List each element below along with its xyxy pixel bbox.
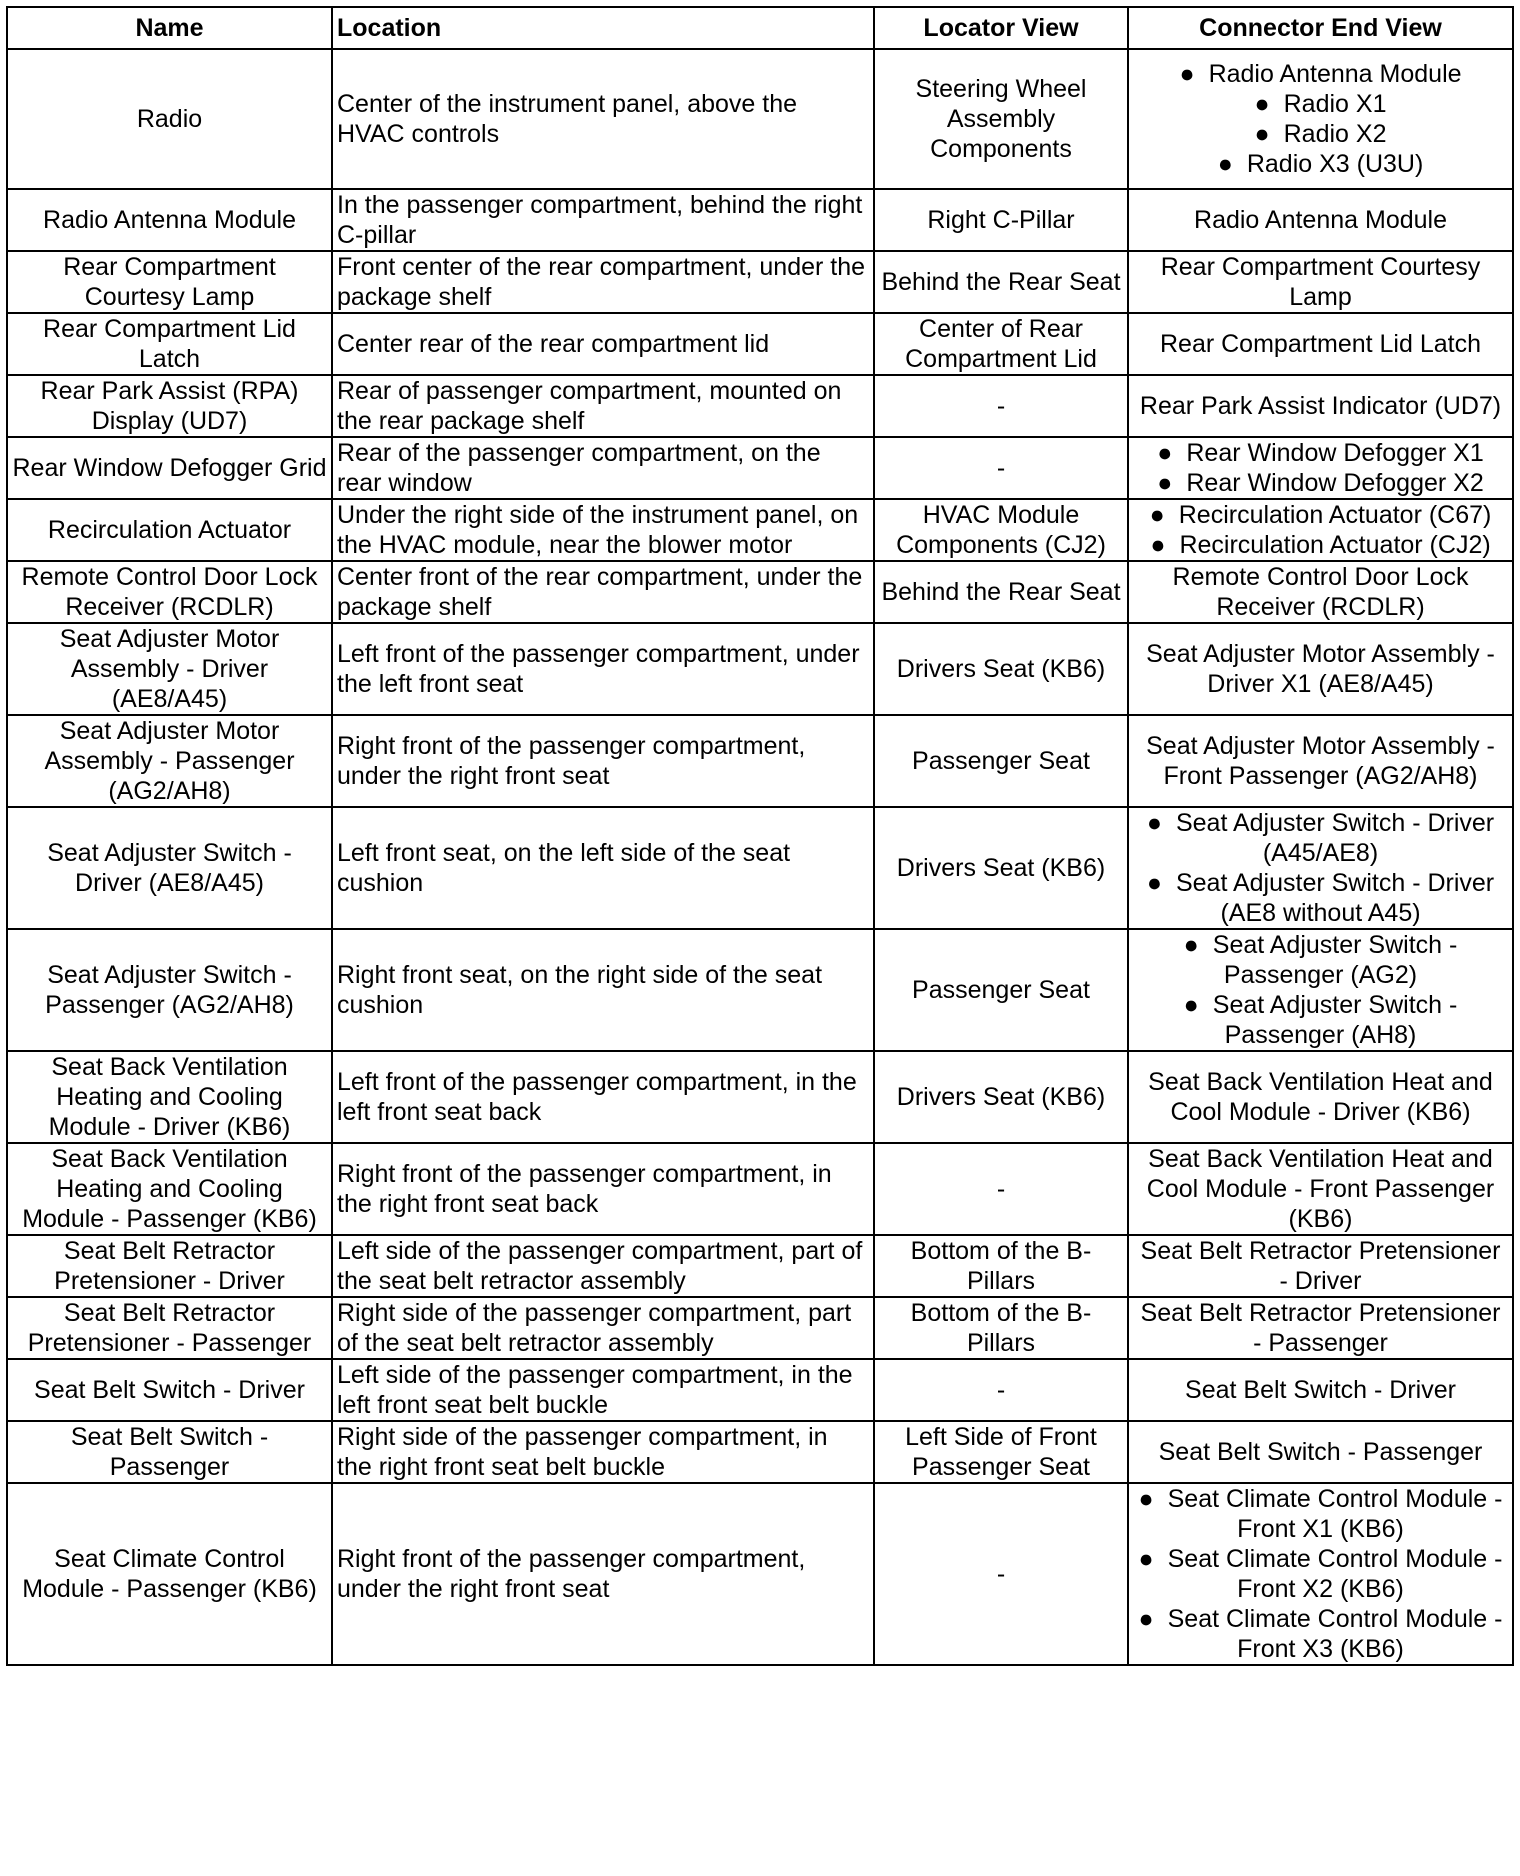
- cell-location: Center front of the rear compartment, under the package shelf: [332, 561, 874, 623]
- table-row: [7, 375, 1513, 437]
- table-row: [7, 929, 1513, 1051]
- cell-name: Radio: [7, 49, 332, 189]
- connector-label: Radio X3 (U3U): [1246, 150, 1424, 178]
- cell-name: Seat Belt Retractor Pretensioner - Passenger: [7, 1297, 332, 1359]
- cell-name: Rear Compartment Courtesy Lamp: [7, 251, 332, 313]
- connector-label: Seat Adjuster Switch - Driver (A45/AE8): [1175, 809, 1495, 867]
- cell-locator-view: Drivers Seat (KB6): [874, 623, 1128, 715]
- connector-label: Seat Climate Control Module - Front X2 (KB6): [1167, 1545, 1503, 1603]
- component-locator-table: [6, 6, 1514, 1666]
- cell-name: Seat Adjuster Switch - Driver (AE8/A45): [7, 807, 332, 929]
- list-item: [1133, 530, 1508, 560]
- list-item: [1133, 868, 1508, 928]
- header-location: Location: [332, 7, 874, 49]
- cell-locator-view: Bottom of the B-Pillars: [874, 1235, 1128, 1297]
- connector-label: Recirculation Actuator (C67): [1178, 501, 1492, 529]
- connector-label: Seat Climate Control Module - Front X3 (KB6): [1167, 1605, 1503, 1663]
- cell-connector-end-view: Radio Antenna Module: [1128, 189, 1513, 251]
- bullet-icon: ●: [1146, 809, 1162, 837]
- cell-location: In the passenger compartment, behind the right C-pillar: [332, 189, 874, 251]
- bullet-icon: ●: [1254, 90, 1270, 118]
- cell-connector-end-view: [1128, 1483, 1513, 1665]
- cell-locator-view: -: [874, 1483, 1128, 1665]
- list-item: [1133, 1544, 1508, 1604]
- cell-location: Left front of the passenger compartment, under the left front seat: [332, 623, 874, 715]
- connector-list: [1133, 438, 1508, 498]
- cell-connector-end-view: Seat Belt Retractor Pretensioner - Driver: [1128, 1235, 1513, 1297]
- header-connector-end-view: Connector End View: [1128, 7, 1513, 49]
- cell-connector-end-view: [1128, 437, 1513, 499]
- table-row: [7, 807, 1513, 929]
- table-row: [7, 437, 1513, 499]
- connector-label: Rear Window Defogger X1: [1186, 439, 1484, 467]
- bullet-icon: ●: [1183, 991, 1199, 1019]
- cell-connector-end-view: [1128, 49, 1513, 189]
- connector-list: [1133, 808, 1508, 928]
- cell-name: Seat Belt Switch - Passenger: [7, 1421, 332, 1483]
- bullet-icon: ●: [1179, 60, 1195, 88]
- cell-locator-view: Passenger Seat: [874, 929, 1128, 1051]
- cell-locator-view: Center of Rear Compartment Lid: [874, 313, 1128, 375]
- cell-location: Right side of the passenger compartment, part of the seat belt retractor assembly: [332, 1297, 874, 1359]
- cell-locator-view: -: [874, 437, 1128, 499]
- cell-connector-end-view: [1128, 929, 1513, 1051]
- cell-name: Recirculation Actuator: [7, 499, 332, 561]
- cell-connector-end-view: [1128, 807, 1513, 929]
- bullet-icon: ●: [1150, 531, 1166, 559]
- list-item: [1133, 149, 1508, 179]
- list-item: [1133, 89, 1508, 119]
- cell-locator-view: Steering Wheel Assembly Components: [874, 49, 1128, 189]
- cell-locator-view: Bottom of the B-Pillars: [874, 1297, 1128, 1359]
- cell-name: Seat Adjuster Switch - Passenger (AG2/AH8): [7, 929, 332, 1051]
- cell-name: Seat Adjuster Motor Assembly - Passenger (AG2/AH8): [7, 715, 332, 807]
- cell-locator-view: Behind the Rear Seat: [874, 251, 1128, 313]
- cell-name: Seat Back Ventilation Heating and Cooling Module - Passenger (KB6): [7, 1143, 332, 1235]
- table-row: [7, 189, 1513, 251]
- cell-locator-view: Right C-Pillar: [874, 189, 1128, 251]
- cell-locator-view: Drivers Seat (KB6): [874, 1051, 1128, 1143]
- cell-connector-end-view: Seat Belt Switch - Passenger: [1128, 1421, 1513, 1483]
- cell-locator-view: -: [874, 375, 1128, 437]
- cell-name: Rear Compartment Lid Latch: [7, 313, 332, 375]
- cell-name: Rear Park Assist (RPA) Display (UD7): [7, 375, 332, 437]
- cell-connector-end-view: Seat Back Ventilation Heat and Cool Module - Driver (KB6): [1128, 1051, 1513, 1143]
- table-row: [7, 623, 1513, 715]
- cell-location: Under the right side of the instrument panel, on the HVAC module, near the blower motor: [332, 499, 874, 561]
- cell-name: Seat Belt Retractor Pretensioner - Driver: [7, 1235, 332, 1297]
- table-row: [7, 1421, 1513, 1483]
- cell-location: Left front seat, on the left side of the seat cushion: [332, 807, 874, 929]
- connector-list: [1133, 1484, 1508, 1664]
- cell-locator-view: -: [874, 1359, 1128, 1421]
- table-row: [7, 251, 1513, 313]
- cell-name: Rear Window Defogger Grid: [7, 437, 332, 499]
- list-item: [1133, 990, 1508, 1050]
- connector-label: Seat Adjuster Switch - Driver (AE8 without A45): [1175, 869, 1495, 927]
- connector-list: [1133, 930, 1508, 1050]
- connector-label: Radio X2: [1283, 120, 1387, 148]
- table-row: [7, 1359, 1513, 1421]
- bullet-icon: ●: [1138, 1605, 1154, 1633]
- table-row: [7, 561, 1513, 623]
- table-row: [7, 1483, 1513, 1665]
- table-row: [7, 1051, 1513, 1143]
- table-row: [7, 49, 1513, 189]
- bullet-icon: ●: [1149, 501, 1165, 529]
- cell-connector-end-view: Seat Back Ventilation Heat and Cool Module - Front Passenger (KB6): [1128, 1143, 1513, 1235]
- cell-connector-end-view: Seat Adjuster Motor Assembly - Front Passenger (AG2/AH8): [1128, 715, 1513, 807]
- bullet-icon: ●: [1138, 1545, 1154, 1573]
- list-item: [1133, 59, 1508, 89]
- cell-locator-view: Left Side of Front Passenger Seat: [874, 1421, 1128, 1483]
- connector-label: Recirculation Actuator (CJ2): [1179, 531, 1491, 559]
- table-row: [7, 313, 1513, 375]
- cell-location: Right front seat, on the right side of the seat cushion: [332, 929, 874, 1051]
- cell-connector-end-view: Rear Compartment Courtesy Lamp: [1128, 251, 1513, 313]
- list-item: [1133, 930, 1508, 990]
- bullet-icon: ●: [1146, 869, 1162, 897]
- connector-label: Seat Adjuster Switch - Passenger (AG2): [1212, 931, 1458, 989]
- list-item: [1133, 808, 1508, 868]
- connector-label: Seat Adjuster Switch - Passenger (AH8): [1212, 991, 1458, 1049]
- list-item: [1133, 500, 1508, 530]
- cell-location: Left side of the passenger compartment, part of the seat belt retractor assembly: [332, 1235, 874, 1297]
- cell-locator-view: Passenger Seat: [874, 715, 1128, 807]
- cell-connector-end-view: [1128, 499, 1513, 561]
- cell-locator-view: -: [874, 1143, 1128, 1235]
- cell-connector-end-view: Remote Control Door Lock Receiver (RCDLR): [1128, 561, 1513, 623]
- cell-location: Left front of the passenger compartment, in the left front seat back: [332, 1051, 874, 1143]
- cell-locator-view: HVAC Module Components (CJ2): [874, 499, 1128, 561]
- cell-name: Seat Back Ventilation Heating and Cooling Module - Driver (KB6): [7, 1051, 332, 1143]
- list-item: [1133, 119, 1508, 149]
- cell-location: Center of the instrument panel, above the HVAC controls: [332, 49, 874, 189]
- connector-label: Rear Window Defogger X2: [1186, 469, 1484, 497]
- cell-location: Front center of the rear compartment, under the package shelf: [332, 251, 874, 313]
- cell-location: Right front of the passenger compartment, under the right front seat: [332, 715, 874, 807]
- header-name: Name: [7, 7, 332, 49]
- list-item: [1133, 468, 1508, 498]
- table-row: [7, 1235, 1513, 1297]
- cell-name: Radio Antenna Module: [7, 189, 332, 251]
- bullet-icon: ●: [1157, 439, 1173, 467]
- connector-list: [1133, 500, 1508, 560]
- cell-name: Remote Control Door Lock Receiver (RCDLR): [7, 561, 332, 623]
- table-row: [7, 715, 1513, 807]
- header-row: [7, 7, 1513, 49]
- bullet-icon: ●: [1254, 120, 1270, 148]
- cell-connector-end-view: Seat Adjuster Motor Assembly - Driver X1 (AE8/A45): [1128, 623, 1513, 715]
- cell-location: Left side of the passenger compartment, in the left front seat belt buckle: [332, 1359, 874, 1421]
- table-row: [7, 1143, 1513, 1235]
- table-body: [7, 49, 1513, 1665]
- cell-connector-end-view: Rear Park Assist Indicator (UD7): [1128, 375, 1513, 437]
- cell-name: Seat Climate Control Module - Passenger (KB6): [7, 1483, 332, 1665]
- connector-list: [1133, 59, 1508, 179]
- list-item: [1133, 1484, 1508, 1544]
- list-item: [1133, 1604, 1508, 1664]
- cell-connector-end-view: Rear Compartment Lid Latch: [1128, 313, 1513, 375]
- list-item: [1133, 438, 1508, 468]
- bullet-icon: ●: [1157, 469, 1173, 497]
- cell-name: Seat Adjuster Motor Assembly - Driver (AE8/A45): [7, 623, 332, 715]
- cell-location: Right front of the passenger compartment, in the right front seat back: [332, 1143, 874, 1235]
- table-row: [7, 499, 1513, 561]
- cell-locator-view: Behind the Rear Seat: [874, 561, 1128, 623]
- cell-location: Right front of the passenger compartment, under the right front seat: [332, 1483, 874, 1665]
- cell-location: Rear of the passenger compartment, on the rear window: [332, 437, 874, 499]
- cell-location: Rear of passenger compartment, mounted on the rear package shelf: [332, 375, 874, 437]
- bullet-icon: ●: [1183, 931, 1199, 959]
- table-row: [7, 1297, 1513, 1359]
- connector-label: Radio Antenna Module: [1208, 60, 1462, 88]
- cell-connector-end-view: Seat Belt Switch - Driver: [1128, 1359, 1513, 1421]
- connector-label: Seat Climate Control Module - Front X1 (KB6): [1167, 1485, 1503, 1543]
- cell-location: Right side of the passenger compartment, in the right front seat belt buckle: [332, 1421, 874, 1483]
- bullet-icon: ●: [1217, 150, 1233, 178]
- cell-locator-view: Drivers Seat (KB6): [874, 807, 1128, 929]
- cell-location: Center rear of the rear compartment lid: [332, 313, 874, 375]
- header-locator-view: Locator View: [874, 7, 1128, 49]
- connector-label: Radio X1: [1283, 90, 1387, 118]
- cell-name: Seat Belt Switch - Driver: [7, 1359, 332, 1421]
- bullet-icon: ●: [1138, 1485, 1154, 1513]
- cell-connector-end-view: Seat Belt Retractor Pretensioner - Passenger: [1128, 1297, 1513, 1359]
